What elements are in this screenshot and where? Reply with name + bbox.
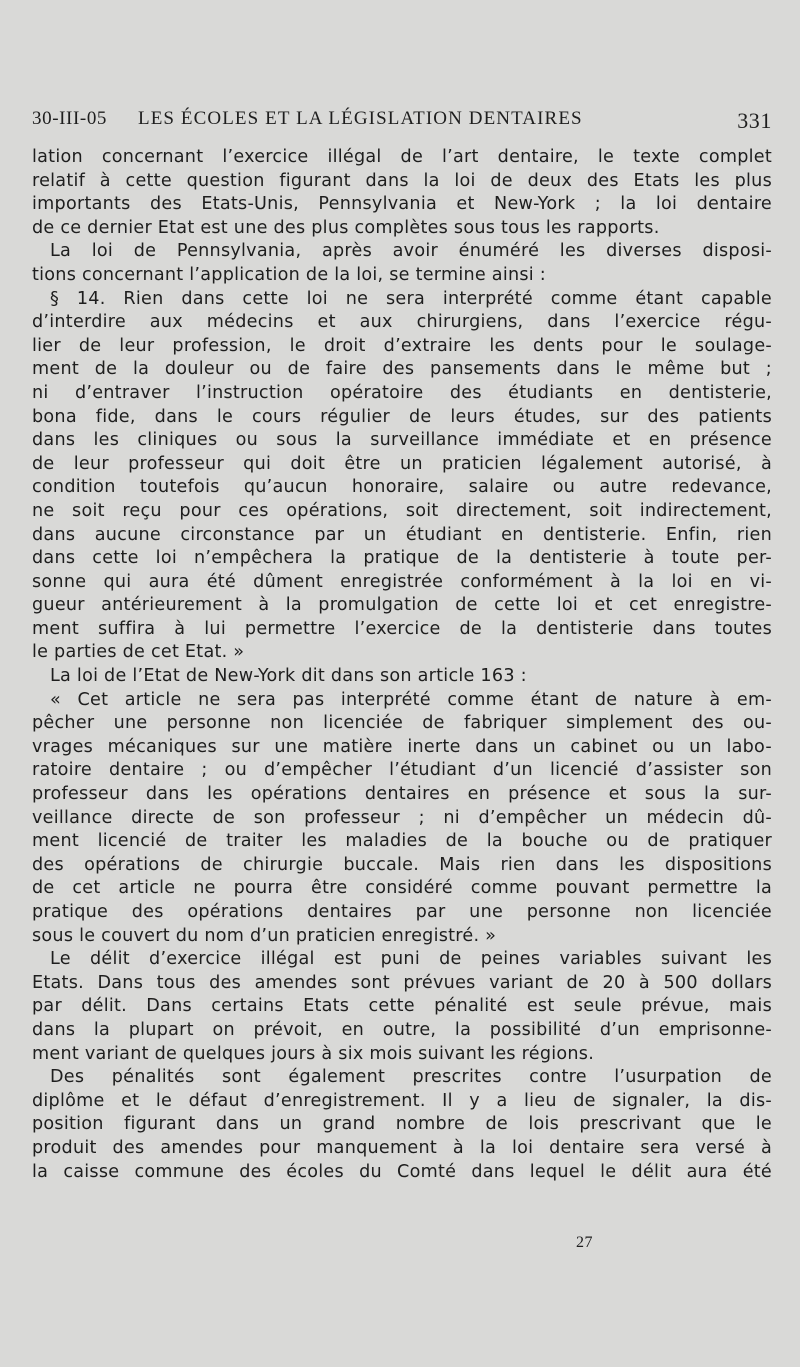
text-line: Le délit d’exercice illégal est puni de peines variables suivant les [50,949,772,970]
text-line: la caisse commune des écoles du Comté dans lequel le délit aura été [32,1161,772,1182]
text-line: de cet article ne pourra être considéré comme pouvant permettre la [32,878,772,899]
header-date: 30-III-05 [32,108,108,129]
text-line: position figurant dans un grand nombre de lois prescrivant que le [32,1114,772,1135]
text-line: des opérations de chirurgie buccale. Mais rien dans les dispositions [32,854,772,875]
text-line: ment suffira à lui permettre l’exercice de la dentisterie dans toutes [32,618,772,639]
text-line: de leur professeur qui doit être un praticien légalement autorisé, à [32,453,772,474]
text-line: « Cet article ne sera pas interprété comme étant de nature à em- [50,689,772,710]
text-line: pêcher une personne non licenciée de fabriquer simplement des ou- [32,713,772,734]
signature-mark: 27 [576,1234,593,1251]
text-line: relatif à cette question figurant dans la loi de deux des Etats les plus [32,170,772,191]
text-line: § 14. Rien dans cette loi ne sera interprété comme étant capable [50,288,772,309]
text-line: vrages mécaniques sur une matière inerte dans un cabinet ou un labo- [32,736,772,757]
text-line: lier de leur profession, le droit d’extraire les dents pour le soulage- [32,335,772,356]
page-number: 331 [737,108,772,133]
text-line: professeur dans les opérations dentaires en présence et sous la sur- [32,784,772,805]
text-line: gueur antérieurement à la promulgation de cette loi et cet enregistre- [32,595,772,616]
text-line: ment variant de quelques jours à six mois suivant les régions. [32,1043,595,1064]
text-line: bona fide, dans le cours régulier de leurs études, sur des patients [32,406,772,427]
text-line: lation concernant l’exercice illégal de l’art dentaire, le texte complet [32,147,772,167]
header-title: LES ÉCOLES ET LA LÉGISLATION DENTAIRES [138,108,583,129]
text-line: de ce dernier Etat est une des plus complètes sous tous les rapports. [32,217,660,238]
text-line: tions concernant l’application de la loi, se termine ainsi : [32,264,546,285]
text-line: le parties de cet Etat. » [32,642,245,663]
text-line: ni d’entraver l’instruction opératoire des étudiants en dentisterie, [32,382,772,403]
text-line: Etats. Dans tous des amendes sont prévues variant de 20 à 500 dollars [32,972,772,993]
text-line: dans cette loi n’empêchera la pratique de la dentisterie à toute per- [32,548,772,569]
text-line: par délit. Dans certains Etats cette pénalité est seule prévue, mais [32,996,772,1017]
text-line: Des pénalités sont également prescrites contre l’usurpation de [50,1067,772,1088]
text-line: dans aucune circonstance par un étudiant en dentisterie. Enfin, rien [32,524,772,545]
text-line: dans les cliniques ou sous la surveillance immédiate et en présence [32,430,772,451]
text-line: d’interdire aux médecins et aux chirurgiens, dans l’exercice régu- [32,312,772,333]
text-line: diplôme et le défaut d’enregistrement. Il y a lieu de signaler, la dis- [32,1090,772,1111]
text-line: ratoire dentaire ; ou d’empêcher l’étudiant d’un licencié d’assister son [32,760,772,781]
text-line: ment de la douleur ou de faire des pansements dans le même but ; [32,359,772,380]
text-line: ne soit reçu pour ces opérations, soit directement, soit indirectement, [32,500,772,521]
text-line: La loi de Pennsylvania, après avoir énuméré les diverses disposi- [50,241,772,262]
text-line: condition toutefois qu’aucun honoraire, salaire ou autre redevance, [32,477,772,498]
body-text [32,146,772,1184]
text-line: La loi de l’Etat de New-York dit dans son article 163 : [50,666,527,687]
text-line: importants des Etats-Unis, Pennsylvania et New-York ; la loi dentaire [32,194,772,215]
text-line: sonne qui aura été dûment enregistrée conformément à la loi en vi- [32,571,772,592]
text-line: sous le couvert du nom d’un praticien enregistré. » [32,925,497,946]
text-line: dans la plupart on prévoit, en outre, la possibilité d’un emprisonne- [32,1019,772,1040]
text-line: veillance directe de son professeur ; ni d’empêcher un médecin dû- [32,807,772,828]
text-line: ment licencié de traiter les maladies de la bouche ou de pratiquer [32,831,772,852]
text-line: pratique des opérations dentaires par une personne non licenciée [32,902,772,922]
text-line: produit des amendes pour manquement à la loi dentaire sera versé à [32,1137,772,1158]
